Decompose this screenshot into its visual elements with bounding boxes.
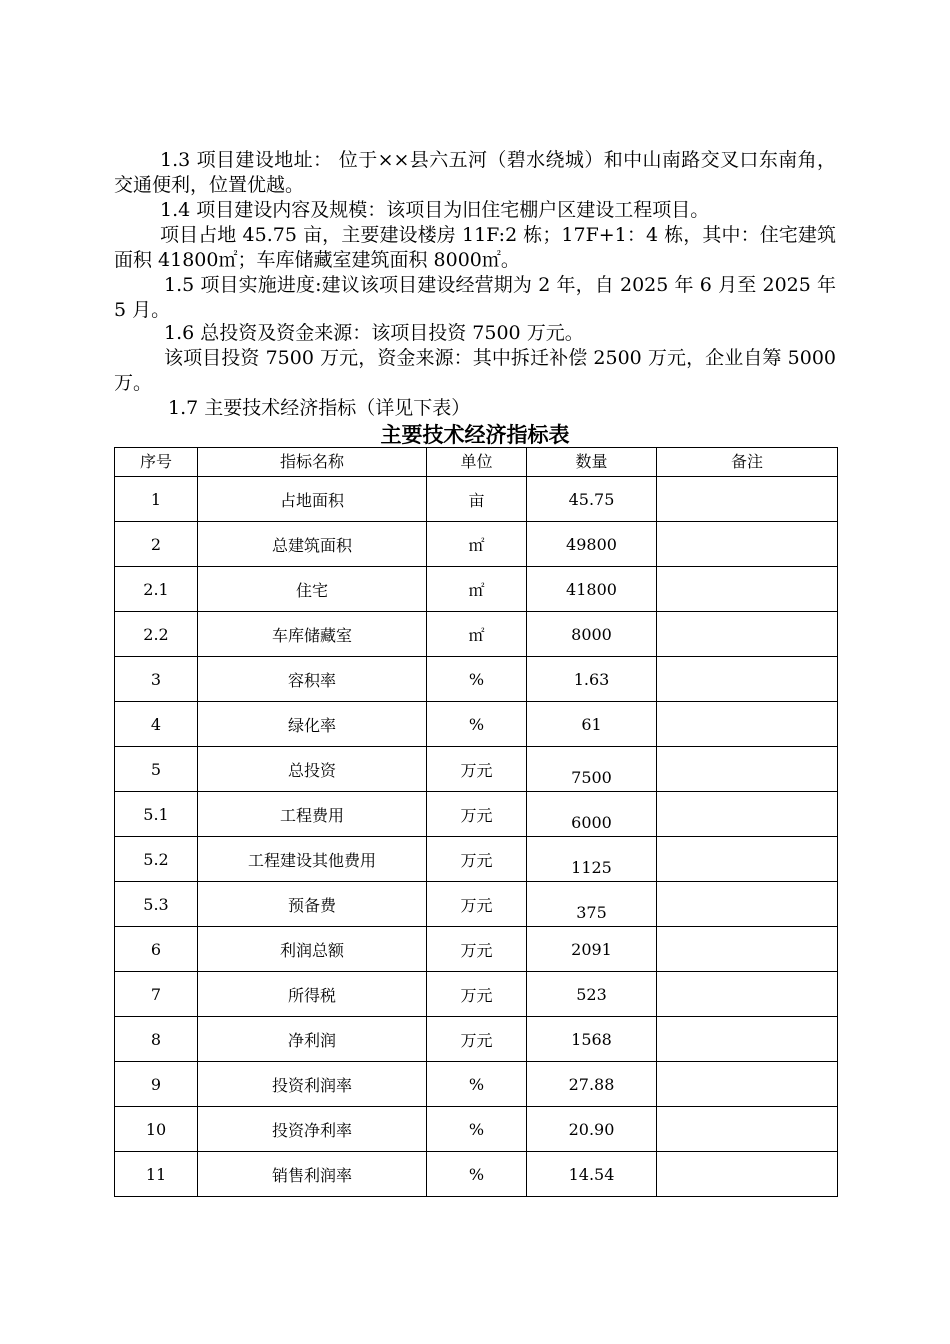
- cell-name: 所得税: [198, 972, 427, 1017]
- table-row: [115, 927, 838, 972]
- cell-unit: %: [427, 1152, 527, 1197]
- cell-unit: %: [427, 702, 527, 747]
- cell-qty: 523: [527, 972, 657, 1017]
- cell-note: [657, 657, 838, 702]
- cell-qty: 49800: [527, 522, 657, 567]
- cell-note: [657, 837, 838, 882]
- cell-name: 总建筑面积: [198, 522, 427, 567]
- cell-unit: 万元: [427, 972, 527, 1017]
- cell-no: 5.1: [115, 792, 198, 837]
- cell-name: 容积率: [198, 657, 427, 702]
- cell-no: 6: [115, 927, 198, 972]
- header-name: 指标名称: [198, 448, 427, 477]
- cell-name: 占地面积: [198, 477, 427, 522]
- cell-no: 9: [115, 1062, 198, 1107]
- cell-name: 销售利润率: [198, 1152, 427, 1197]
- cell-unit: ㎡: [427, 612, 527, 657]
- cell-note: [657, 792, 838, 837]
- cell-unit: 万元: [427, 747, 527, 792]
- cell-unit: 万元: [427, 882, 527, 927]
- cell-name: 利润总额: [198, 927, 427, 972]
- cell-note: [657, 567, 838, 612]
- cell-qty: 2091: [527, 927, 657, 972]
- table-row: [115, 882, 838, 927]
- cell-no: 5: [115, 747, 198, 792]
- cell-name: 总投资: [198, 747, 427, 792]
- cell-note: [657, 1152, 838, 1197]
- cell-name: 车库储藏室: [198, 612, 427, 657]
- table-row: [115, 567, 838, 612]
- header-no: 序号: [115, 448, 198, 477]
- cell-name: 投资利润率: [198, 1062, 427, 1107]
- table-row: [115, 1017, 838, 1062]
- cell-note: [657, 927, 838, 972]
- cell-note: [657, 1107, 838, 1152]
- cell-note: [657, 612, 838, 657]
- cell-note: [657, 522, 838, 567]
- cell-no: 7: [115, 972, 198, 1017]
- table-row: [115, 1107, 838, 1152]
- cell-qty-value: 375: [576, 903, 607, 922]
- cell-no: 10: [115, 1107, 198, 1152]
- cell-qty: [527, 837, 657, 882]
- paragraph-scale: 项目占地 45.75 亩，主要建设楼房 11F:2 栋；17F+1：4 栋，其中：住宅建筑面积 41800㎡；车库储藏室建筑面积 8000㎡。: [114, 224, 836, 271]
- cell-qty: [527, 882, 657, 927]
- cell-qty: 61: [527, 702, 657, 747]
- cell-name: 工程建设其他费用: [198, 837, 427, 882]
- cell-no: 3: [115, 657, 198, 702]
- cell-name: 投资净利率: [198, 1107, 427, 1152]
- cell-no: 5.3: [115, 882, 198, 927]
- cell-unit: ㎡: [427, 567, 527, 612]
- header-unit: 单位: [427, 448, 527, 477]
- cell-note: [657, 477, 838, 522]
- table-row: [115, 477, 838, 522]
- cell-no: 11: [115, 1152, 198, 1197]
- indicator-table: [114, 447, 838, 1197]
- cell-qty: 1568: [527, 1017, 657, 1062]
- table-row: [115, 522, 838, 567]
- cell-qty: 20.90: [527, 1107, 657, 1152]
- cell-qty: 1.63: [527, 657, 657, 702]
- cell-note: [657, 882, 838, 927]
- cell-name: 住宅: [198, 567, 427, 612]
- cell-unit: %: [427, 1062, 527, 1107]
- cell-no: 2.1: [115, 567, 198, 612]
- cell-qty-value: 1125: [571, 858, 612, 877]
- cell-unit: 万元: [427, 792, 527, 837]
- cell-unit: 万元: [427, 927, 527, 972]
- cell-note: [657, 747, 838, 792]
- table-header-row: [115, 448, 838, 477]
- cell-qty: 14.54: [527, 1152, 657, 1197]
- header-qty: 数量: [527, 448, 657, 477]
- cell-name: 预备费: [198, 882, 427, 927]
- cell-no: 4: [115, 702, 198, 747]
- table-row: [115, 747, 838, 792]
- header-note: 备注: [657, 448, 838, 477]
- cell-unit: 亩: [427, 477, 527, 522]
- cell-name: 工程费用: [198, 792, 427, 837]
- table-row: [115, 612, 838, 657]
- paragraph-1-5: 1.5 项目实施进度:建议该项目建设经营期为 2 年，自 2025 年 6 月至 2025 年 5 月。: [114, 274, 836, 321]
- cell-no: 8: [115, 1017, 198, 1062]
- cell-qty: 45.75: [527, 477, 657, 522]
- cell-no: 2.2: [115, 612, 198, 657]
- cell-note: [657, 972, 838, 1017]
- cell-no: 2: [115, 522, 198, 567]
- cell-qty: 27.88: [527, 1062, 657, 1107]
- cell-note: [657, 1062, 838, 1107]
- cell-note: [657, 702, 838, 747]
- table-row: [115, 1062, 838, 1107]
- table-row: [115, 702, 838, 747]
- paragraph-1-6: 1.6 总投资及资金来源：该项目投资 7500 万元。: [164, 322, 584, 344]
- table-row: [115, 837, 838, 882]
- paragraph-1-7: 1.7 主要技术经济指标（详见下表）: [168, 397, 471, 419]
- cell-unit: ㎡: [427, 522, 527, 567]
- cell-note: [657, 1017, 838, 1062]
- cell-name: 净利润: [198, 1017, 427, 1062]
- paragraph-1-4: 1.4 项目建设内容及规模：该项目为旧住宅棚户区建设工程项目。: [160, 199, 710, 221]
- cell-qty: 8000: [527, 612, 657, 657]
- cell-no: 5.2: [115, 837, 198, 882]
- cell-qty: [527, 747, 657, 792]
- cell-no: 1: [115, 477, 198, 522]
- cell-unit: %: [427, 657, 527, 702]
- cell-name: 绿化率: [198, 702, 427, 747]
- paragraph-1-3: 1.3 项目建设地址： 位于××县六五河（碧水绕城）和中山南路交叉口东南角，交通便利，位置优越。: [114, 149, 836, 196]
- table-row: [115, 972, 838, 1017]
- cell-unit: 万元: [427, 837, 527, 882]
- paragraph-funding: 该项目投资 7500 万元，资金来源：其中拆迁补偿 2500 万元，企业自筹 5000 万。: [114, 347, 836, 394]
- table-row: [115, 657, 838, 702]
- cell-qty: 41800: [527, 567, 657, 612]
- cell-qty: [527, 792, 657, 837]
- cell-unit: %: [427, 1107, 527, 1152]
- cell-qty-value: 7500: [571, 768, 612, 787]
- cell-unit: 万元: [427, 1017, 527, 1062]
- cell-qty-value: 6000: [571, 813, 612, 832]
- table-title: 主要技术经济指标表: [380, 422, 570, 447]
- table-row: [115, 1152, 838, 1197]
- table-row: [115, 792, 838, 837]
